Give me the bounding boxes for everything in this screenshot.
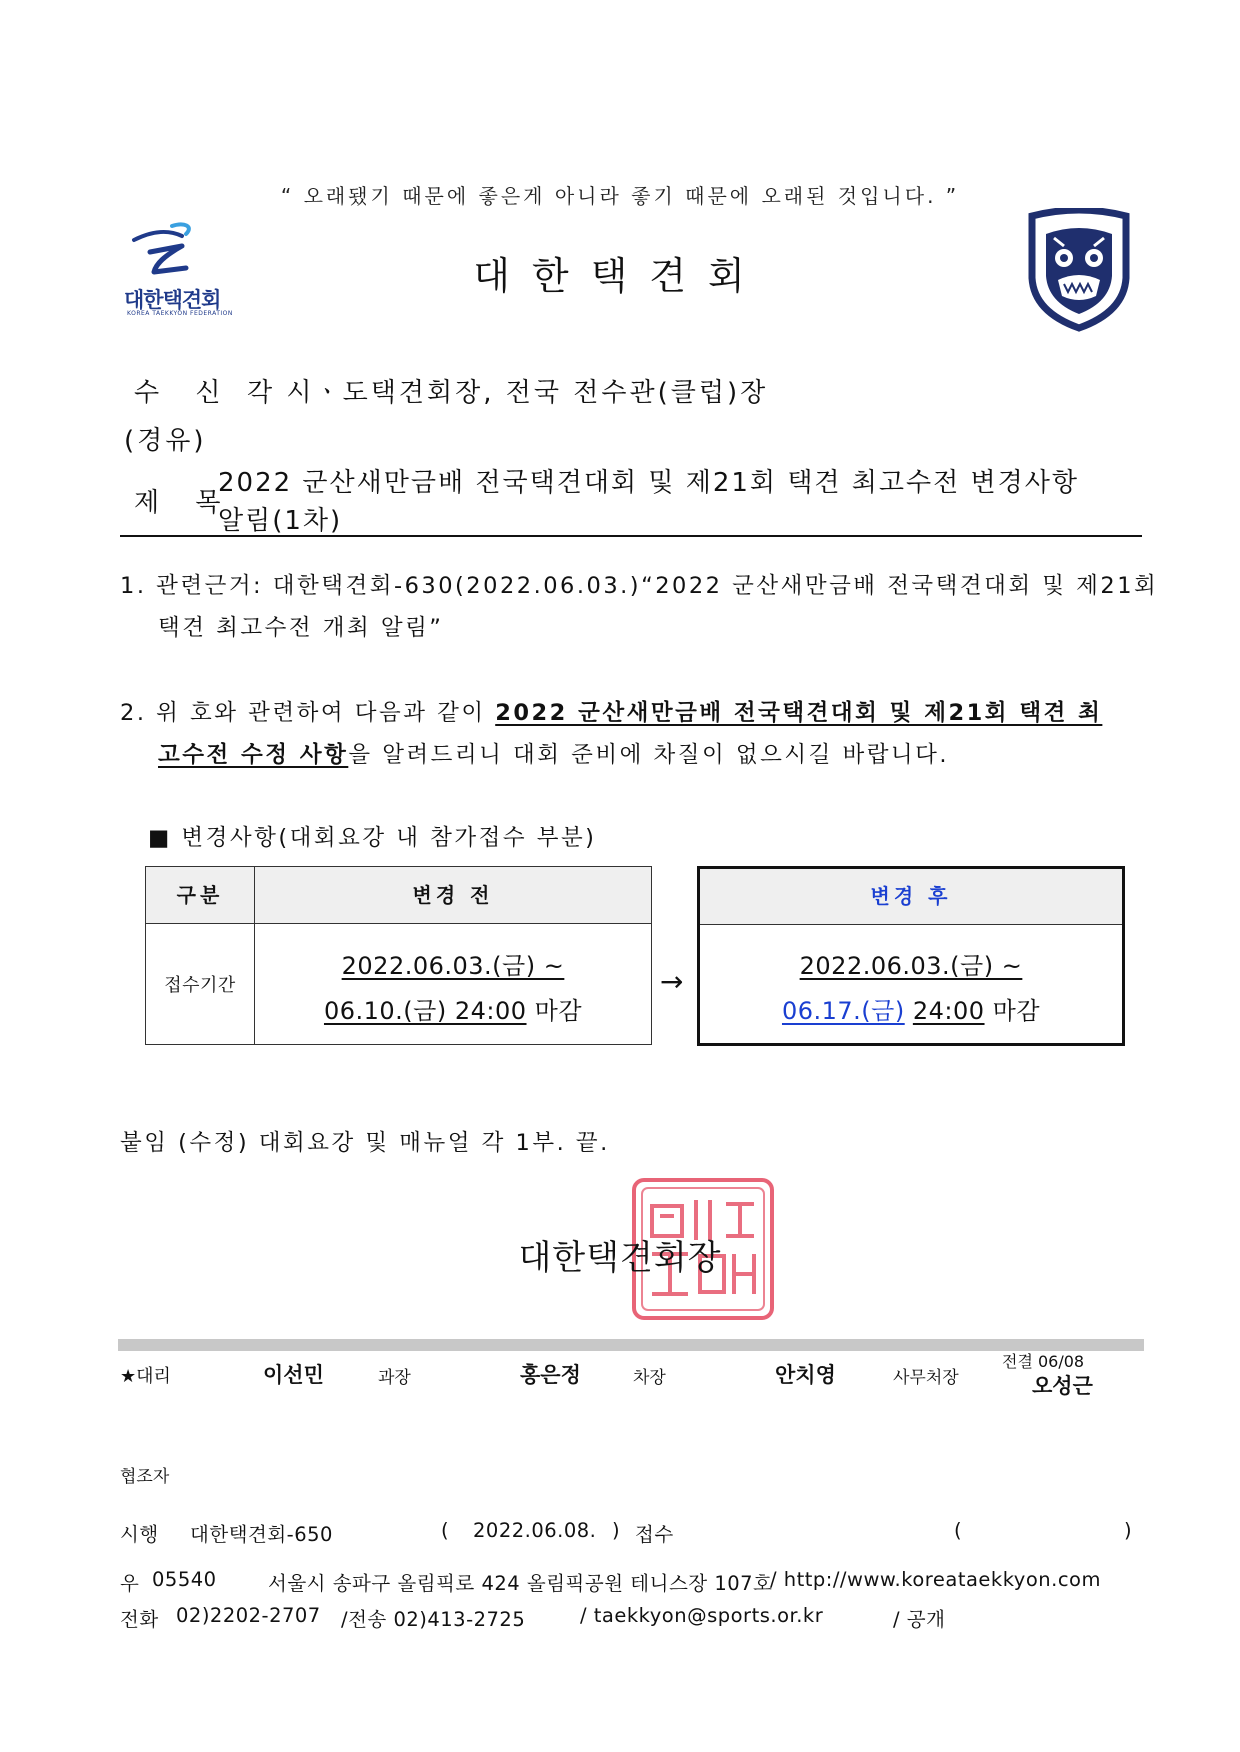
logo-name: 대한택견회 [124, 288, 221, 312]
email-link[interactable]: / taekkyon@sports.or.kr [580, 1604, 824, 1627]
date-close: ) [612, 1519, 621, 1542]
approver-note: 전결 06/08 [1002, 1352, 1085, 1371]
receipt-open: ( [954, 1519, 963, 1542]
item1-line2: 택견 최고수전 개최 알림” [158, 615, 444, 641]
approval-divider [118, 1339, 1144, 1351]
before-line1-text: 2022.06.03.(금) ~ [341, 952, 565, 980]
receipt-label: 접수 [635, 1523, 674, 1546]
header-category: 구분 [146, 867, 255, 924]
approver-role: 사무처장 [893, 1368, 959, 1388]
before-line2 [255, 991, 651, 1026]
before-line2-date: 06.10.(금) 24:00 [323, 997, 527, 1025]
header-after: 변경 후 [700, 869, 1122, 925]
drafter-role: ★대리 [120, 1366, 171, 1387]
signer-title: 대한택견회장 [518, 1238, 722, 1278]
shield-mask-icon [1024, 208, 1134, 332]
motto: “ 오래됐기 때문에 좋은게 아니라 좋기 때문에 오래된 것입니다. ” [280, 184, 960, 208]
subject-line1: 2022 군산새만금배 전국택견대회 및 제21회 택견 최고수전 변경사항 [218, 468, 1080, 498]
header-divider [120, 535, 1142, 537]
recipient-value: 각 시ㆍ도택견회장, 전국 전수관(클럽)장 [247, 378, 769, 408]
postal-label: 우 [120, 1572, 140, 1595]
after-line1 [700, 946, 1122, 981]
website-link[interactable]: / http://www.koreataekkyon.com [770, 1568, 1101, 1591]
item2-bold-line1: 2022 군산새만금배 전국택견대회 및 제21회 택견 최 [495, 700, 1103, 726]
postal-code: 05540 [152, 1568, 217, 1591]
reviewer2-name: 안치영 [775, 1363, 836, 1387]
recipient-label: 수 신 [134, 378, 235, 408]
date-open: ( [441, 1519, 450, 1542]
after-line2-suffix: 마감 [984, 997, 1041, 1025]
changes-heading [148, 817, 596, 859]
disclosure: / 공개 [893, 1608, 946, 1631]
header-before: 변경 전 [255, 867, 651, 924]
subject-label: 제 목 [134, 488, 235, 518]
reviewer1-name: 홍은정 [520, 1363, 581, 1387]
enforcement-label: 시행 [120, 1523, 159, 1546]
fax-number: /전송 02)413-2725 [341, 1608, 526, 1631]
receipt-close: ) [1124, 1519, 1133, 1542]
item1-line1: 1. 관련근거: 대한택견회-630(2022.06.03.)“2022 군산새만금배 전국택견대회 및 제21회 [120, 573, 1159, 599]
before-line1 [255, 946, 651, 981]
via-label: (경유) [124, 426, 207, 456]
before-table [145, 866, 652, 1045]
row-label-period: 접수기간 [164, 975, 236, 996]
attachment-note: 붙임 (수정) 대회요강 및 매뉴얼 각 1부. 끝. [120, 1130, 610, 1156]
phone-label: 전화 [120, 1608, 159, 1631]
subject-line2: 알림(1차) [218, 506, 343, 536]
item2-line2 [158, 734, 949, 776]
shield-mask-logo [1024, 208, 1134, 332]
after-line2-date: 06.17.(금) [781, 997, 905, 1025]
item2-suffix: 을 알려드리니 대회 준비에 차질이 없으시길 바랍니다. [348, 742, 950, 768]
approver-name: 오성근 [1032, 1374, 1093, 1398]
drafter-name: 이선민 [263, 1363, 324, 1387]
phone-number: 02)2202-2707 [176, 1604, 321, 1627]
before-line2-suffix: 마감 [526, 997, 583, 1025]
cooperator-label: 협조자 [120, 1467, 170, 1487]
item2-line1 [120, 692, 1102, 734]
address: 서울시 송파구 올림픽로 424 올림픽공원 테니스장 107호 [268, 1572, 773, 1595]
after-line2 [700, 991, 1122, 1026]
logo-subtitle: KOREA TAEKKYON FEDERATION [127, 310, 233, 317]
reviewer2-role: 차장 [633, 1368, 666, 1388]
organization-title: 대한택견회 [473, 254, 767, 298]
item2-bold-line2: 고수전 수정 사항 [158, 742, 349, 768]
after-table [697, 866, 1125, 1046]
reviewer1-role: 과장 [378, 1368, 411, 1388]
changes-heading-text: 변경사항(대회요강 내 참가접수 부분) [181, 825, 597, 851]
square-bullet-icon: ■ [148, 825, 172, 851]
after-line1-text: 2022.06.03.(금) ~ [799, 952, 1023, 980]
item2-prefix: 2. 위 호와 관련하여 다음과 같이 [120, 700, 496, 726]
enforcement-date: 2022.06.08. [473, 1519, 597, 1542]
change-arrow: → [660, 965, 684, 998]
after-line2-time: 24:00 [912, 997, 985, 1025]
doc-number: 대한택견회-650 [190, 1523, 333, 1546]
